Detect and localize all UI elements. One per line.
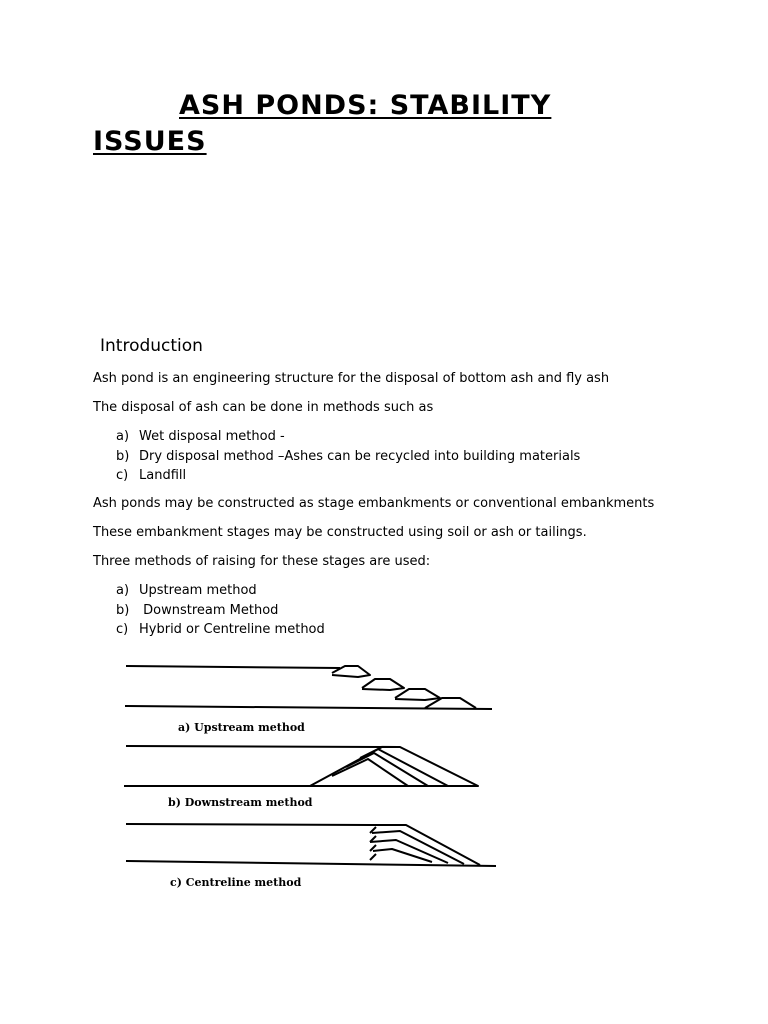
caption-upstream: a) Upstream method [178,721,305,734]
list-marker: b) [116,602,130,618]
list-item [116,603,325,623]
list-item [116,449,580,469]
raising-methods-figure [120,655,510,895]
downstream-method-diagram [124,746,478,786]
list-marker: a) [116,429,130,444]
list-item-text: Landfill [139,468,187,483]
centreline-method-diagram [126,824,496,866]
list-marker: c) [116,468,129,483]
list-item [116,468,580,488]
document-title [93,88,653,160]
caption-downstream: b) Downstream method [168,796,313,809]
list-marker: b) [116,448,130,464]
title-line-1: ASH PONDS: STABILITY [179,90,552,121]
list-item [116,583,325,603]
paragraph-intro: Ash pond is an engineering structure for the disposal of bottom ash and fly ash [93,371,610,386]
list-item [116,622,325,642]
list-item-text: Wet disposal method - [139,429,285,444]
list-item-text: Dry disposal method –Ashes can be recycled into building materials [139,448,581,464]
paragraph-embankments: Ash ponds may be constructed as stage embankments or conventional embankments [93,496,655,511]
paragraph-disposal: The disposal of ash can be done in methods such as [93,400,434,415]
paragraph-raising: Three methods of raising for these stages are used: [93,554,431,569]
caption-centreline: c) Centreline method [170,876,302,889]
raising-methods-list [116,583,325,642]
disposal-methods-list [116,429,580,488]
list-item [116,429,580,449]
upstream-method-diagram [125,666,492,709]
paragraph-stages: These embankment stages may be constructed using soil or ash or tailings. [93,525,587,540]
list-item-text: Downstream Method [139,602,279,618]
list-item-text: Hybrid or Centreline method [139,622,325,637]
title-line-2: ISSUES [93,126,207,157]
list-marker: a) [116,583,130,598]
list-marker: c) [116,622,129,637]
list-item-text: Upstream method [139,583,257,598]
section-heading: Introduction [100,336,203,356]
